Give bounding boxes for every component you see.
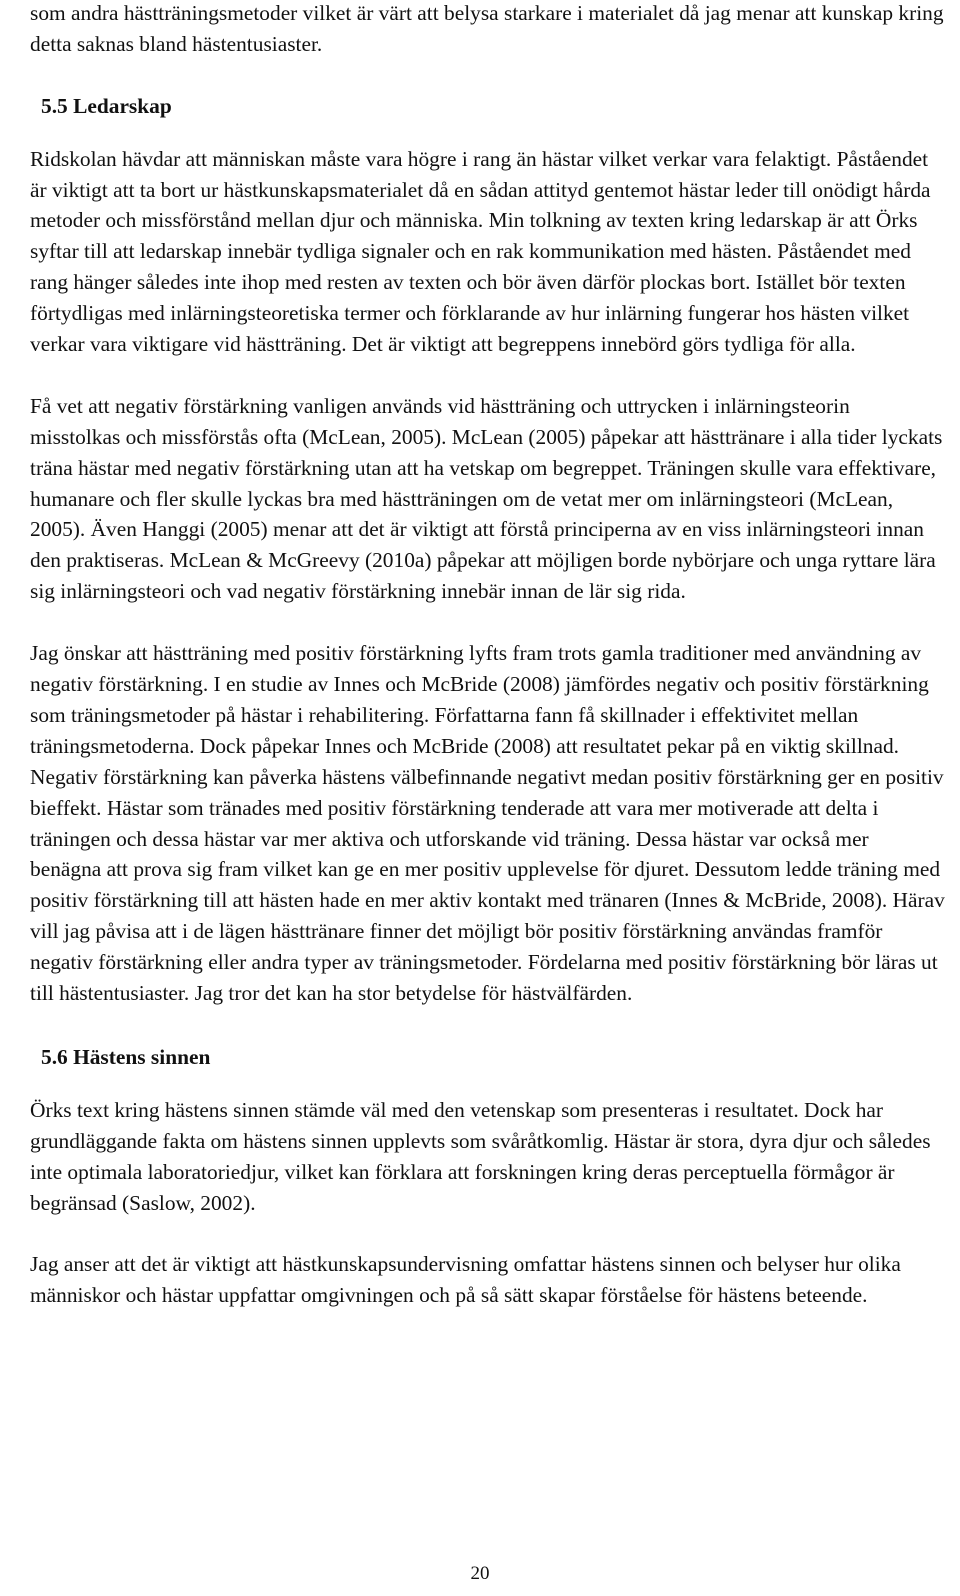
paragraph-gap bbox=[30, 122, 945, 144]
paragraph-gap bbox=[30, 607, 945, 638]
paragraph-gap bbox=[30, 1073, 945, 1095]
page-content bbox=[30, 0, 945, 1311]
section-heading-hastens-sinnen: 5.6 Hästens sinnen bbox=[41, 1044, 211, 1069]
intro-paragraph: som andra hästträningsmetoder vilket är värt att belysa starkare i materialet då jag menar att kunskap kring detta saknas bland hästentusiaster. bbox=[30, 1, 944, 56]
paragraph-ledarskap-3: Jag önskar att hästträning med positiv förstärkning lyfts fram trots gamla traditioner med användning av negativ förstärkning. I en studie av Innes och McBride (2008) jämfördes negativ och positiv förstärkning som träningsmetoder på hästar i rehabilitering. Författarna fann få skillnader i effektivitet mellan träningsmetoderna. Dock påpekar Innes och McBride (2008) att resultatet pekar på en viktig skillnad. Negativ förstärkning kan påverka hästens välbefinnande negativt medan positiv förstärkning ger en positiv bieffekt. Hästar som tränades med positiv förstärkning tenderade att vara mer motiverade att delta i träningen och dessa hästar var mer aktiva och utforskande vid träning. Dessa hästar var också mer benägna att prova sig fram vilket kan ge en mer positiv upplevelse för djuret. Dessutom ledde träning med positiv förstärkning till att hästen hade en mer aktiv kontakt med tränaren (Innes & McBride, 2008). Härav vill jag påvisa att i de lägen hästtränare finner det möjligt bör positiv förstärkning användas framför negativ förstärkning eller andra typer av träningsmetoder. Fördelarna med positiv förstärkning bör läras ut till hästentusiaster. Jag tror det kan ha stor betydelse för hästvälfärden. bbox=[30, 641, 945, 1006]
paragraph-sinnen-1: Örks text kring hästens sinnen stämde väl med den vetenskap som presenteras i resultatet. Dock har grundläggande fakta om hästens sinnen upplevts som svåråtkomlig. Hästar är stora, dyra djur och således inte optimala laboratoriedjur, vilket kan förklara att forskningen kring deras perceptuella förmågor är begränsad (Saslow, 2002). bbox=[30, 1097, 931, 1215]
paragraph-gap bbox=[30, 1218, 945, 1249]
paragraph-ledarskap-2: Få vet att negativ förstärkning vanligen används vid hästträning och uttrycken i inlärningsteorin misstolkas och missförstås ofta (McLean, 2005). McLean (2005) påpekar att hästtränare i alla tider lyckats träna hästar med negativ förstärkning utan att ha vetskap om begreppet. Träningen skulle vara effektivare, humanare och fler skulle lyckas bra med hästträningen om de vetat mer om inlärningsteori (McLean, 2005). Även Hanggi (2005) menar att det är viktigt att förstå principerna av en viss inlärningsteori innan den praktiseras. McLean & McGreevy (2010a) påpekar att möjligen borde nybörjare och unga ryttare lära sig inlärningsteori och vad negativ förstärkning innebär innan de lär sig rida. bbox=[30, 393, 943, 604]
paragraph-ledarskap-1: Ridskolan hävdar att människan måste vara högre i rang än hästar vilket verkar vara felaktigt. Påståendet är viktigt att ta bort ur hästkunskapsmaterialet då en sådan attityd gentemot hästar leder till onödigt hårda metoder och missförstånd mellan djur och människa. Min tolkning av texten kring ledarskap är att Örks syftar till att ledarskap innebär tydliga signaler och en rak kommunikation med hästen. Påståendet med rang hänger således inte ihop med resten av texten och bör även därför plockas bort. Istället bör texten förtydligas med inlärningsteoretiska termer och förklarande av hur inlärning fungerar hos hästen vilket verkar vara viktigare vid hästträning. Det är viktigt att begreppens innebörd görs tydliga för alla. bbox=[30, 146, 931, 357]
page-number: 20 bbox=[470, 1563, 490, 1584]
paragraph-gap bbox=[30, 60, 945, 91]
paragraph-sinnen-2: Jag anser att det är viktigt att hästkunskapsundervisning omfattar hästens sinnen och belyser hur olika människor och hästar uppfattar omgivningen och på så sätt skapar förståelse för hästens beteende. bbox=[30, 1252, 901, 1308]
paragraph-gap bbox=[30, 1009, 945, 1042]
paragraph-gap bbox=[30, 360, 945, 391]
section-heading-ledarskap: 5.5 Ledarskap bbox=[41, 93, 172, 118]
